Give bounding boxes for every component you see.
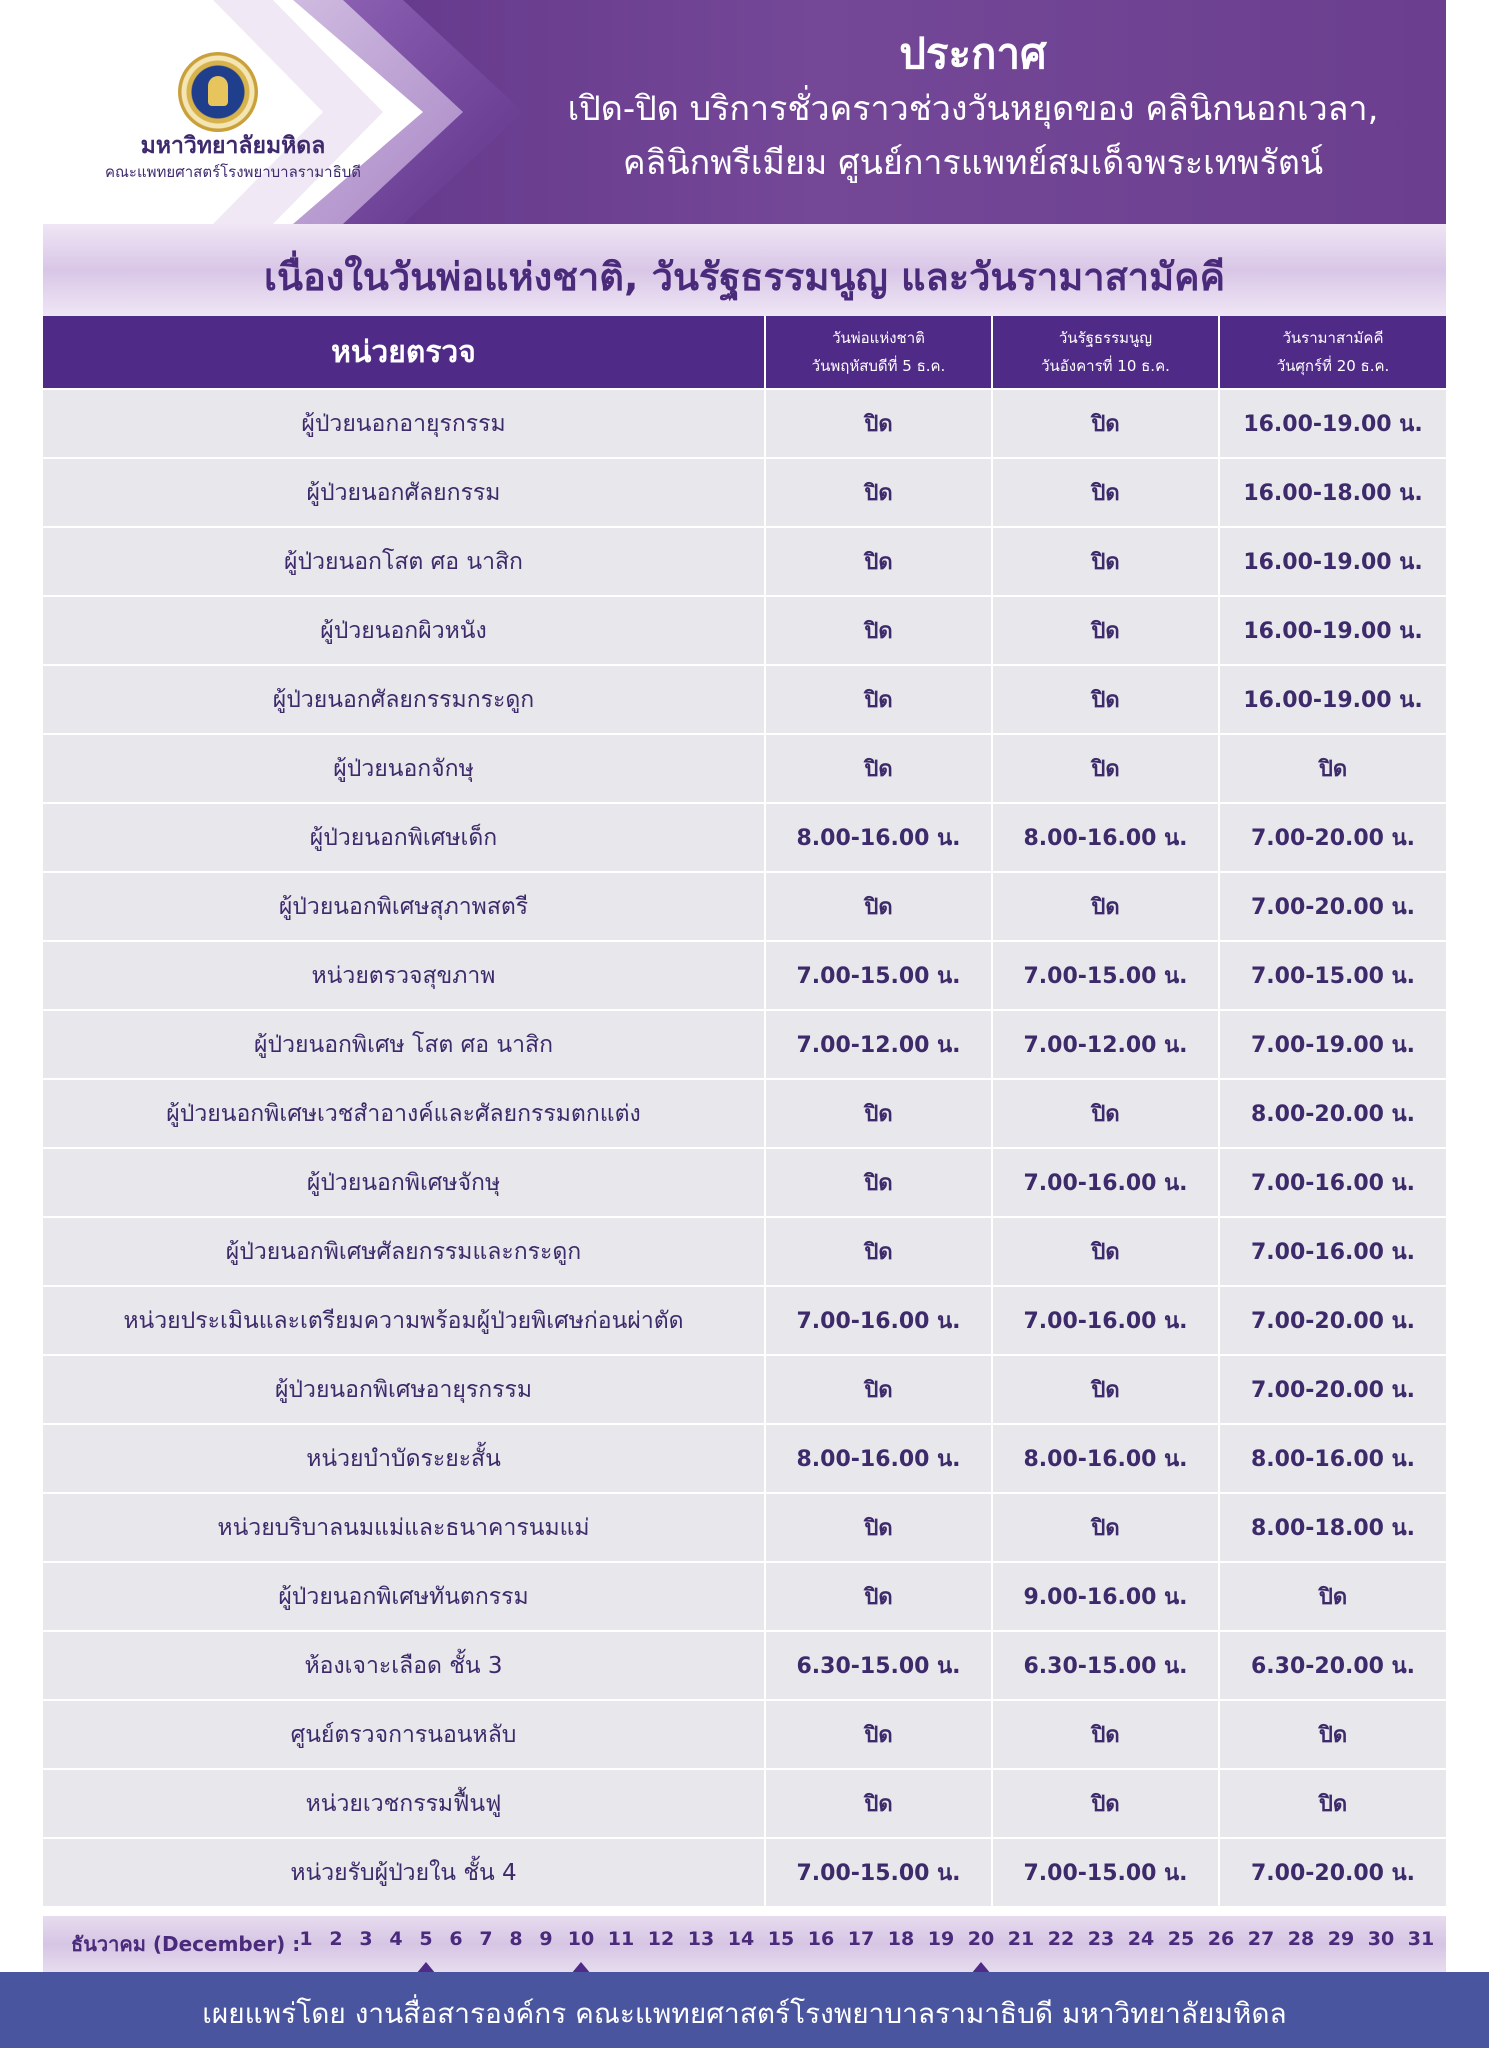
hours-cell: ปิด	[992, 1355, 1219, 1424]
hours-cell: 7.00-20.00 น.	[1219, 1838, 1446, 1906]
day1-name: วันพ่อแห่งชาติ	[832, 329, 925, 347]
calendar-day: 22	[1047, 1928, 1075, 1950]
table-row	[43, 1631, 1446, 1700]
unit-name-cell: หน่วยเวชกรรมฟื้นฟู	[43, 1769, 765, 1838]
table-row	[43, 1838, 1446, 1906]
hours-cell: ปิด	[765, 1493, 992, 1562]
table-row	[43, 1355, 1446, 1424]
hours-cell: 16.00-19.00 น.	[1219, 665, 1446, 734]
hours-cell: ปิด	[765, 1700, 992, 1769]
unit-name-cell: ผู้ป่วยนอกศัลยกรรม	[43, 458, 765, 527]
hours-cell: 8.00-20.00 น.	[1219, 1079, 1446, 1148]
hours-cell: 16.00-19.00 น.	[1219, 527, 1446, 596]
calendar-day: 16	[807, 1928, 835, 1950]
column-header-day1	[765, 316, 992, 389]
hours-cell: ปิด	[765, 665, 992, 734]
calendar-day: 24	[1127, 1928, 1155, 1950]
hours-cell: 6.30-15.00 น.	[992, 1631, 1219, 1700]
day3-date: วันศุกร์ที่ 20 ธ.ค.	[1276, 357, 1390, 375]
unit-name-cell: หน่วยประเมินและเตรียมความพร้อมผู้ป่วยพิเศษก่อนผ่าตัด	[43, 1286, 765, 1355]
hours-cell: ปิด	[765, 527, 992, 596]
unit-name-cell: ผู้ป่วยนอกศัลยกรรมกระดูก	[43, 665, 765, 734]
unit-name-cell: ศูนย์ตรวจการนอนหลับ	[43, 1700, 765, 1769]
hours-cell: 7.00-16.00 น.	[1219, 1148, 1446, 1217]
hours-cell: 7.00-16.00 น.	[765, 1286, 992, 1355]
hours-cell: ปิด	[765, 1562, 992, 1631]
hours-cell: ปิด	[765, 734, 992, 803]
table-row	[43, 941, 1446, 1010]
table-row	[43, 1562, 1446, 1631]
hours-cell: 7.00-15.00 น.	[765, 941, 992, 1010]
hours-cell: 7.00-20.00 น.	[1219, 803, 1446, 872]
day1-date: วันพฤหัสบดีที่ 5 ธ.ค.	[811, 357, 946, 375]
calendar-day: 9	[539, 1928, 553, 1950]
table-row	[43, 734, 1446, 803]
university-name: มหาวิทยาลัยมหิดล	[140, 133, 326, 159]
unit-name-cell: ผู้ป่วยนอกพิเศษ โสต ศอ นาสิก	[43, 1010, 765, 1079]
hours-cell: ปิด	[765, 1148, 992, 1217]
hours-cell: 9.00-16.00 น.	[992, 1562, 1219, 1631]
hours-cell: 8.00-16.00 น.	[765, 1424, 992, 1493]
calendar-day: 21	[1007, 1928, 1035, 1950]
calendar-day: 11	[607, 1928, 635, 1950]
unit-name-cell: หน่วยรับผู้ป่วยใน ชั้น 4	[43, 1838, 765, 1906]
holiday-band	[43, 224, 1446, 316]
hours-cell: ปิด	[765, 1079, 992, 1148]
calendar-day: 15	[767, 1928, 795, 1950]
hours-cell: 7.00-20.00 น.	[1219, 1286, 1446, 1355]
calendar-day: 2	[329, 1928, 343, 1950]
hours-cell: ปิด	[992, 1769, 1219, 1838]
table-row	[43, 527, 1446, 596]
hours-cell: ปิด	[992, 1700, 1219, 1769]
calendar-day-highlighted: 10	[561, 1928, 601, 1950]
unit-name-cell: ผู้ป่วยนอกพิเศษอายุรกรรม	[43, 1355, 765, 1424]
schedule-table	[43, 316, 1446, 1906]
day3-name: วันรามาสามัคคี	[1282, 329, 1384, 347]
table-row	[43, 458, 1446, 527]
hours-cell: ปิด	[1219, 1700, 1446, 1769]
hours-cell: ปิด	[765, 1769, 992, 1838]
calendar-day: 3	[359, 1928, 373, 1950]
hours-cell: 7.00-15.00 น.	[992, 941, 1219, 1010]
calendar-day: 1	[299, 1928, 313, 1950]
table-row	[43, 803, 1446, 872]
hours-cell: 16.00-19.00 น.	[1219, 596, 1446, 665]
footer	[0, 1972, 1489, 2048]
hours-cell: 7.00-16.00 น.	[1219, 1217, 1446, 1286]
calendar-day: 7	[479, 1928, 493, 1950]
hours-cell: ปิด	[992, 734, 1219, 803]
hours-cell: 8.00-18.00 น.	[1219, 1493, 1446, 1562]
unit-name-cell: ผู้ป่วยนอกผิวหนัง	[43, 596, 765, 665]
calendar-label: ธันวาคม (December) :	[71, 1932, 301, 1956]
calendar-day: 19	[927, 1928, 955, 1950]
hours-cell: ปิด	[765, 458, 992, 527]
unit-name-cell: ผู้ป่วยนอกโสต ศอ นาสิก	[43, 527, 765, 596]
december-calendar-strip	[43, 1916, 1446, 1972]
page-subtitle-line1: เปิด-ปิด บริการชั่วคราวช่วงวันหยุดของ คลินิกนอกเวลา,	[567, 89, 1379, 129]
hours-cell: ปิด	[765, 1217, 992, 1286]
table-row	[43, 1700, 1446, 1769]
hours-cell: ปิด	[1219, 734, 1446, 803]
table-row	[43, 1493, 1446, 1562]
table-row	[43, 389, 1446, 458]
table-row	[43, 1769, 1446, 1838]
calendar-day: 26	[1207, 1928, 1235, 1950]
hours-cell: 7.00-15.00 น.	[765, 1838, 992, 1906]
unit-name-cell: ผู้ป่วยนอกจักษุ	[43, 734, 765, 803]
hours-cell: ปิด	[992, 458, 1219, 527]
unit-name-cell: ผู้ป่วยนอกพิเศษเด็ก	[43, 803, 765, 872]
table-row	[43, 665, 1446, 734]
calendar-day: 28	[1287, 1928, 1315, 1950]
announcement-sheet	[43, 0, 1446, 2048]
calendar-day: 30	[1367, 1928, 1395, 1950]
hours-cell: ปิด	[992, 527, 1219, 596]
page-title: ประกาศ	[899, 29, 1047, 78]
calendar-days	[291, 1928, 1441, 1950]
hours-cell: ปิด	[992, 665, 1219, 734]
hours-cell: ปิด	[992, 389, 1219, 458]
table-row	[43, 1424, 1446, 1493]
hours-cell: ปิด	[765, 872, 992, 941]
hours-cell: ปิด	[992, 1493, 1219, 1562]
table-row	[43, 1010, 1446, 1079]
calendar-day: 31	[1407, 1928, 1435, 1950]
calendar-day: 25	[1167, 1928, 1195, 1950]
unit-name-cell: ผู้ป่วยนอกพิเศษเวชสำอางค์และศัลยกรรมตกแต่ง	[43, 1079, 765, 1148]
unit-name-cell: ผู้ป่วยนอกพิเศษศัลยกรรมและกระดูก	[43, 1217, 765, 1286]
table-row	[43, 1217, 1446, 1286]
page-subtitle-line2: คลินิกพรีเมียม ศูนย์การแพทย์สมเด็จพระเทพรัตน์	[622, 143, 1324, 183]
hours-cell: ปิด	[765, 1355, 992, 1424]
table-row	[43, 1079, 1446, 1148]
hours-cell: 7.00-16.00 น.	[992, 1148, 1219, 1217]
faculty-name: คณะแพทยศาสตร์โรงพยาบาลรามาธิบดี	[104, 163, 362, 181]
hours-cell: ปิด	[992, 872, 1219, 941]
calendar-day: 29	[1327, 1928, 1355, 1950]
hours-cell: 8.00-16.00 น.	[992, 803, 1219, 872]
hours-cell: 8.00-16.00 น.	[992, 1424, 1219, 1493]
table-header-row	[43, 316, 1446, 389]
column-header-unit: หน่วยตรวจ	[43, 316, 765, 389]
calendar-day: 6	[449, 1928, 463, 1950]
day2-name: วันรัฐธรรมนูญ	[1058, 329, 1153, 347]
hours-cell: ปิด	[1219, 1769, 1446, 1838]
unit-name-cell: ผู้ป่วยนอกพิเศษสุภาพสตรี	[43, 872, 765, 941]
unit-name-cell: ห้องเจาะเลือด ชั้น 3	[43, 1631, 765, 1700]
calendar-day: 4	[389, 1928, 403, 1950]
unit-name-cell: ผู้ป่วยนอกพิเศษทันตกรรม	[43, 1562, 765, 1631]
header-banner	[43, 0, 1446, 224]
hours-cell: 7.00-20.00 น.	[1219, 872, 1446, 941]
hours-cell: 16.00-18.00 น.	[1219, 458, 1446, 527]
hours-cell: 6.30-20.00 น.	[1219, 1631, 1446, 1700]
footer-text: เผยแพร่โดย งานสื่อสารองค์กร คณะแพทยศาสตร์โรงพยาบาลรามาธิบดี มหาวิทยาลัยมหิดล	[202, 1997, 1287, 2030]
hours-cell: ปิด	[992, 1217, 1219, 1286]
hours-cell: 7.00-15.00 น.	[992, 1838, 1219, 1906]
hours-cell: 7.00-16.00 น.	[992, 1286, 1219, 1355]
hours-cell: 7.00-12.00 น.	[765, 1010, 992, 1079]
hours-cell: ปิด	[992, 1079, 1219, 1148]
hours-cell: ปิด	[765, 596, 992, 665]
hours-cell: 7.00-19.00 น.	[1219, 1010, 1446, 1079]
calendar-day: 8	[509, 1928, 523, 1950]
hours-cell: ปิด	[1219, 1562, 1446, 1631]
calendar-day: 13	[687, 1928, 715, 1950]
hours-cell: 6.30-15.00 น.	[765, 1631, 992, 1700]
hours-cell: ปิด	[992, 596, 1219, 665]
unit-name-cell: หน่วยบำบัดระยะสั้น	[43, 1424, 765, 1493]
calendar-day-highlighted: 20	[961, 1928, 1001, 1950]
title-block	[513, 26, 1433, 190]
calendar-day: 27	[1247, 1928, 1275, 1950]
column-header-day3	[1219, 316, 1446, 389]
calendar-day: 12	[647, 1928, 675, 1950]
day2-date: วันอังคารที่ 10 ธ.ค.	[1041, 357, 1170, 375]
university-seal-icon	[178, 52, 258, 132]
hours-cell: 8.00-16.00 น.	[1219, 1424, 1446, 1493]
hours-cell: 16.00-19.00 น.	[1219, 389, 1446, 458]
table-row	[43, 1148, 1446, 1217]
calendar-day: 18	[887, 1928, 915, 1950]
calendar-day: 23	[1087, 1928, 1115, 1950]
unit-name-cell: หน่วยตรวจสุขภาพ	[43, 941, 765, 1010]
column-header-day2	[992, 316, 1219, 389]
hours-cell: 7.00-12.00 น.	[992, 1010, 1219, 1079]
hours-cell: 8.00-16.00 น.	[765, 803, 992, 872]
hours-cell: 7.00-20.00 น.	[1219, 1355, 1446, 1424]
calendar-day: 17	[847, 1928, 875, 1950]
table-row	[43, 596, 1446, 665]
table-row	[43, 1286, 1446, 1355]
unit-name-cell: ผู้ป่วยนอกพิเศษจักษุ	[43, 1148, 765, 1217]
calendar-day: 14	[727, 1928, 755, 1950]
hours-cell: 7.00-15.00 น.	[1219, 941, 1446, 1010]
hours-cell: ปิด	[765, 389, 992, 458]
calendar-day-highlighted: 5	[411, 1928, 441, 1950]
table-row	[43, 872, 1446, 941]
unit-name-cell: หน่วยบริบาลนมแม่และธนาคารนมแม่	[43, 1493, 765, 1562]
holiday-title: เนื่องในวันพ่อแห่งชาติ, วันรัฐธรรมนูญ และวันรามาสามัคคี	[263, 255, 1226, 299]
unit-name-cell: ผู้ป่วยนอกอายุรกรรม	[43, 389, 765, 458]
